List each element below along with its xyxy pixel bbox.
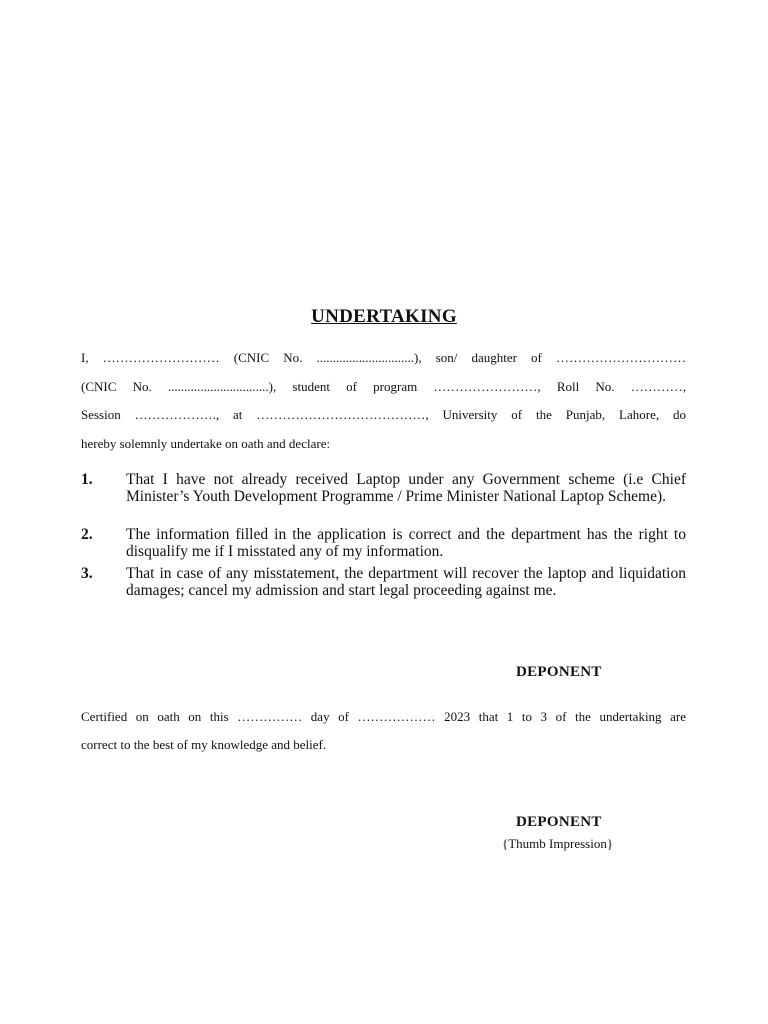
declaration-line-3: Session ………………., at …………………………………, University of the Punjab, Lahore, do (81, 407, 686, 422)
list-item-number: 3. (81, 565, 93, 582)
declaration-line-4: hereby solemnly undertake on oath and declare: (81, 436, 331, 451)
thumb-impression-label: {Thumb Impression} (502, 836, 614, 851)
certification-line-1: Certified on oath on this …………… day of ……………… 2023 that 1 to 3 of the undertaking are (81, 709, 686, 724)
certification-line-2: correct to the best of my knowledge and belief. (81, 737, 327, 752)
list-item-text: The information filled in the application is correct and the department has the right to disqualify me if I misstated any of my information. (126, 526, 686, 560)
declaration-line-1: I, ……………………… (CNIC No. ..............................), son/ daughter of ………………………… (81, 350, 686, 365)
list-item-number: 1. (81, 471, 93, 488)
deponent-label: DEPONENT (516, 664, 602, 680)
document-title: UNDERTAKING (311, 306, 457, 327)
list-item-text: That I have not already received Laptop under any Government scheme (i.e Chief Minister’s Youth Development Programme / Prime Minister National Laptop Scheme). (126, 471, 686, 505)
list-item-number: 2. (81, 526, 93, 543)
declaration-line-2: (CNIC No. ...............................), student of program ……………………, Roll No. …………, (81, 379, 686, 394)
deponent-label-signature: DEPONENT (516, 814, 602, 830)
list-item-text: That in case of any misstatement, the department will recover the laptop and liquidation damages; cancel my admission and start legal proceeding against me. (126, 565, 686, 599)
